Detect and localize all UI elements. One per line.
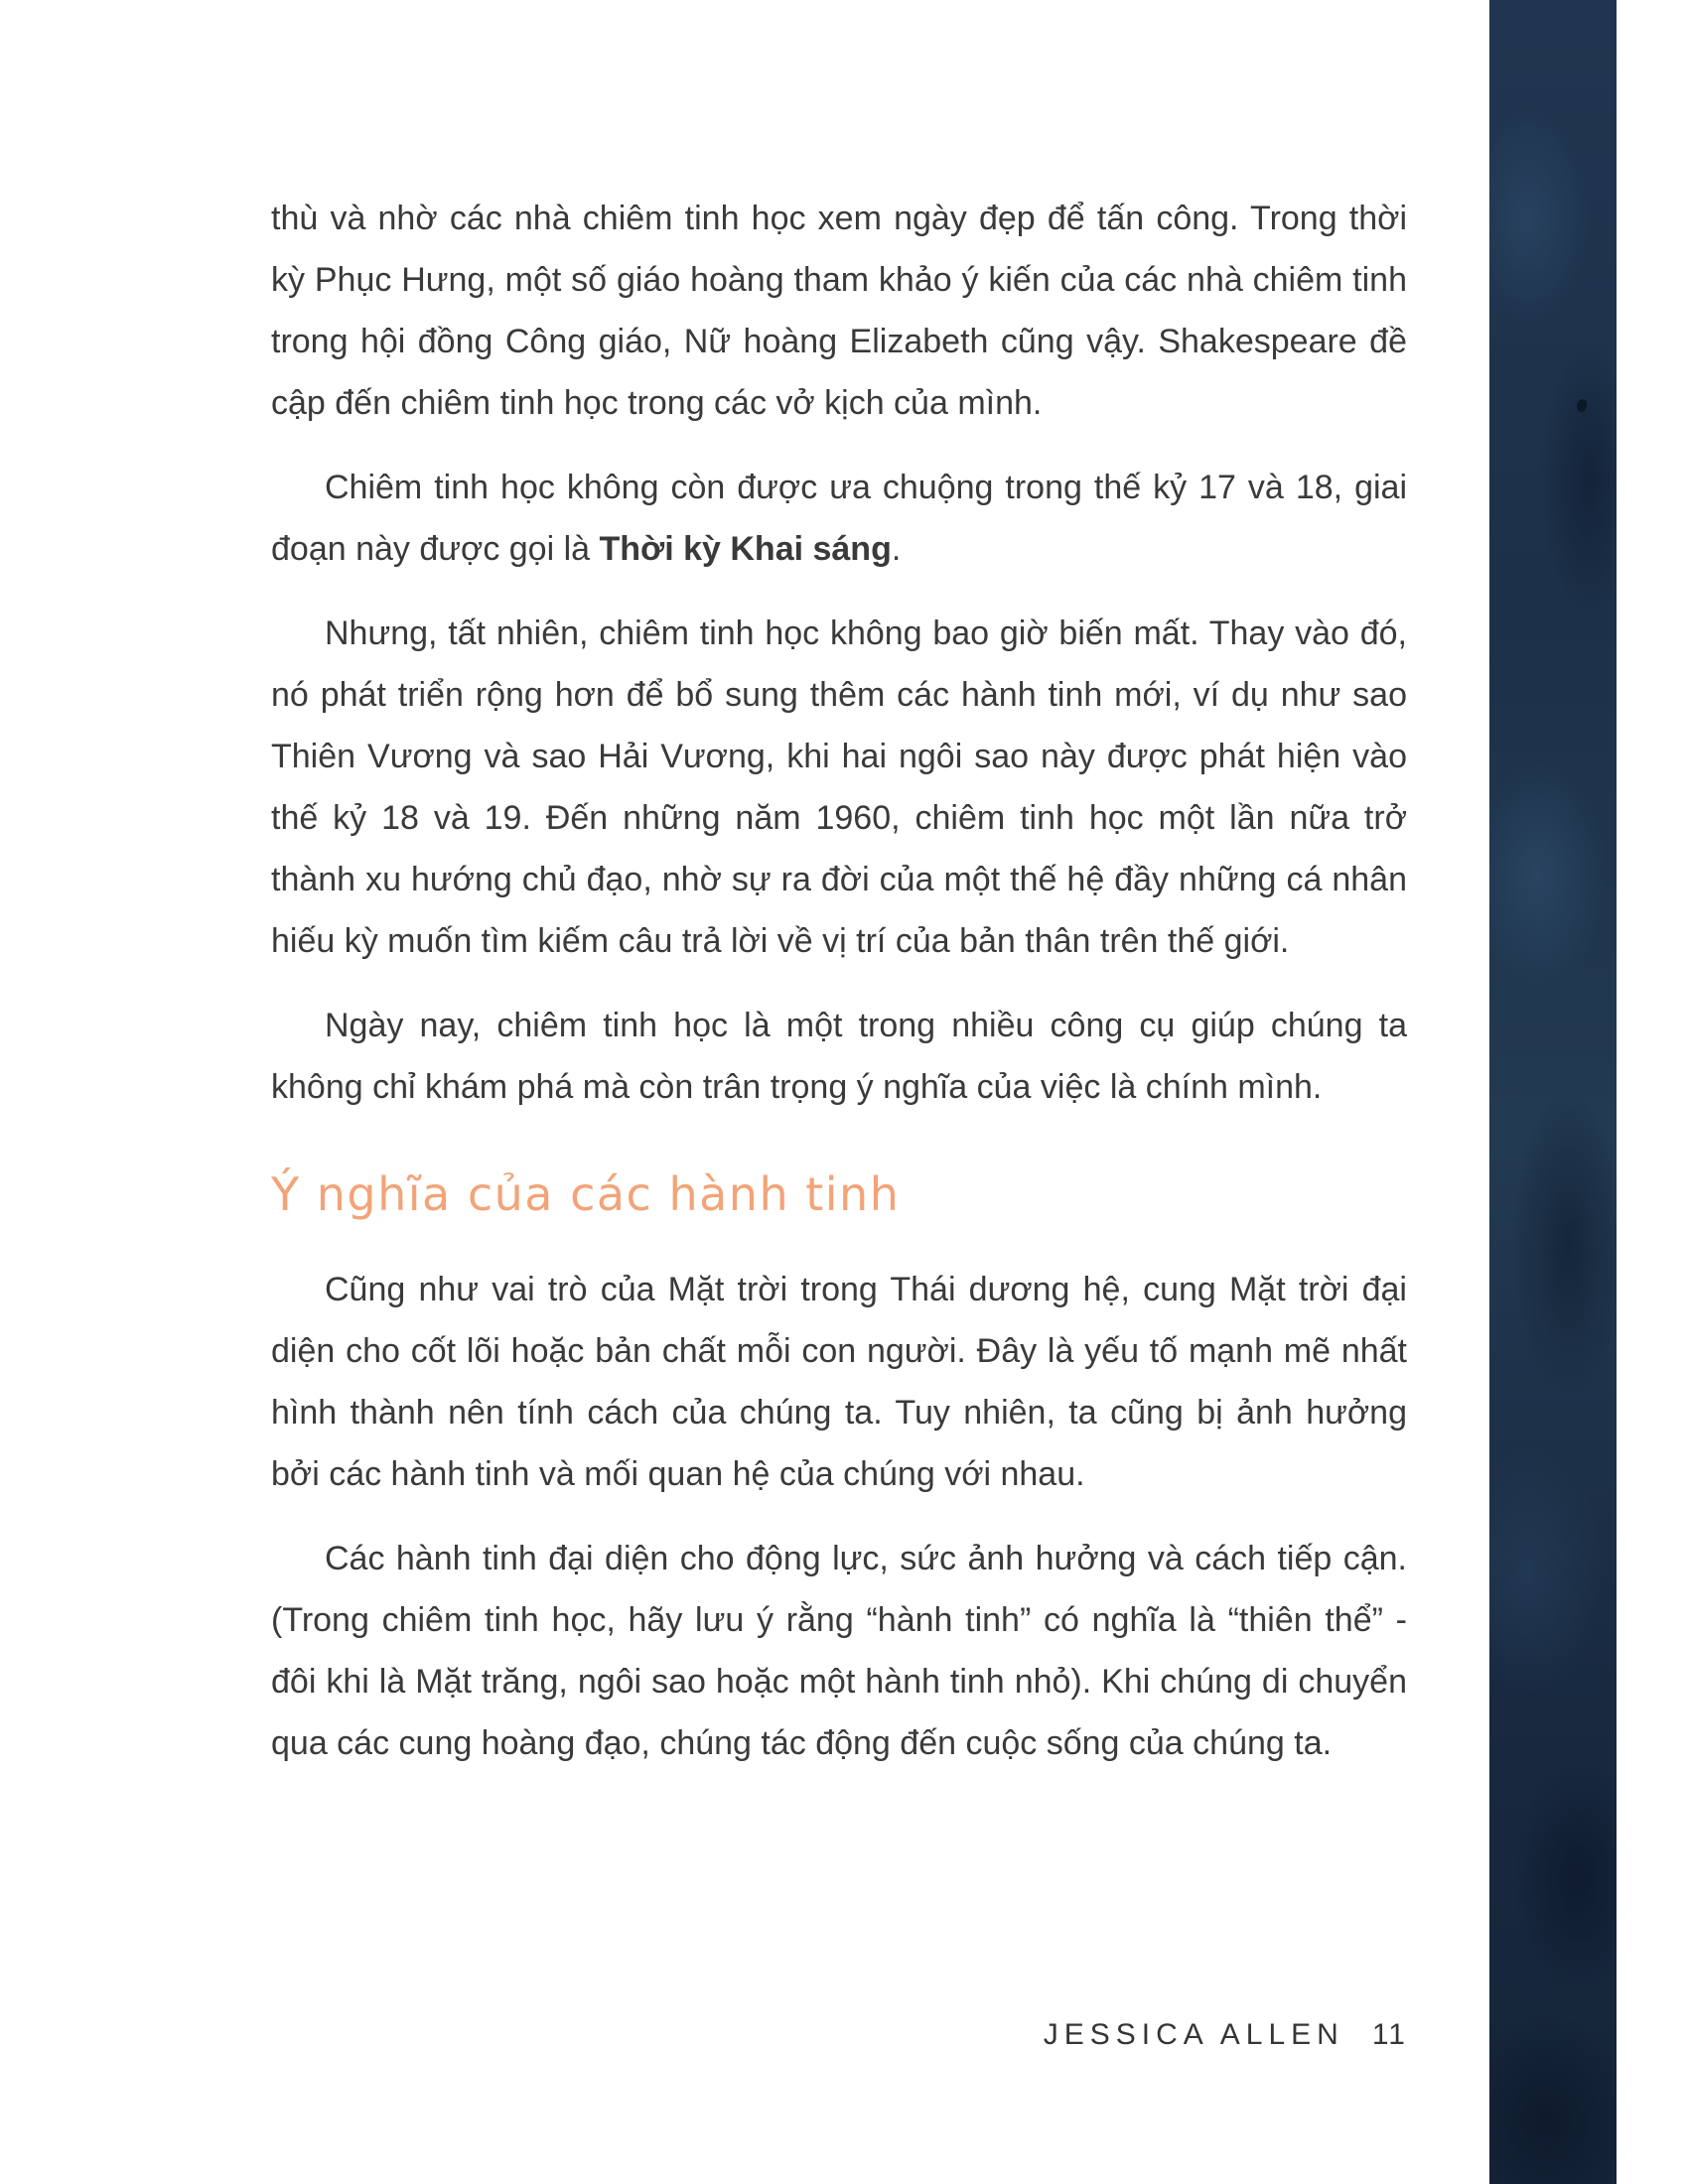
paragraph-today: Ngày nay, chiêm tinh học là một trong nhiều công cụ giúp chúng ta không chỉ khám phá mà còn trân trọng ý nghĩa của việc là chính mình.	[271, 1007, 1407, 1106]
footer-author: JESSICA ALLEN	[1043, 2018, 1344, 2051]
footer-page-number: 11	[1371, 2018, 1407, 2051]
page-footer	[1044, 2017, 1407, 2053]
text-column	[271, 188, 1407, 1797]
paragraph-continued: thù và nhờ các nhà chiêm tinh học xem ngày đẹp để tấn công. Trong thời kỳ Phục Hưng, một số giáo hoàng tham khảo ý kiến của các nhà chiêm tinh trong hội đồng Công giáo, Nữ hoàng Elizabeth cũng vậy. Shakespeare đề cập đến chiêm tinh học trong các vở kịch của mình.	[271, 200, 1407, 422]
page-edge-watercolor-band	[1489, 0, 1617, 2184]
bold-term-enlightenment: Thời kỳ Khai sáng	[599, 530, 892, 568]
paragraph-planets-meaning: Các hành tinh đại diện cho động lực, sức ảnh hưởng và cách tiếp cận. (Trong chiêm tinh học, hãy lưu ý rằng “hành tinh” có nghĩa là “thiên thể” - đôi khi là Mặt trăng, ngôi sao hoặc một hành tinh nhỏ). Khi chúng di chuyển qua các cung hoàng đạo, chúng tác động đến cuộc sống của chúng ta.	[271, 1540, 1407, 1762]
paragraph-enlightenment-post: .	[891, 530, 902, 568]
paragraph-enlightenment-pre: Chiêm tinh học không còn được ưa chuộng trong thế kỷ 17 và 18, giai đoạn này được gọi là	[271, 469, 1407, 568]
paragraph-sun-role: Cũng như vai trò của Mặt trời trong Thái dương hệ, cung Mặt trời đại diện cho cốt lõi hoặc bản chất mỗi con người. Đây là yếu tố mạnh mẽ nhất hình thành nên tính cách của chúng ta. Tuy nhiên, ta cũng bị ảnh hưởng bởi các hành tinh và mối quan hệ của chúng với nhau.	[271, 1271, 1407, 1493]
paragraph-enlightenment	[271, 457, 1407, 580]
section-heading: Ý nghĩa của các hành tinh	[271, 1167, 901, 1221]
paragraph-revival: Nhưng, tất nhiên, chiêm tinh học không bao giờ biến mất. Thay vào đó, nó phát triển rộng hơn để bổ sung thêm các hành tinh mới, ví dụ như sao Thiên Vương và sao Hải Vương, khi hai ngôi sao này được phát hiện vào thế kỷ 18 và 19. Đến những năm 1960, chiêm tinh học một lần nữa trở thành xu hướng chủ đạo, nhờ sự ra đời của một thế hệ đầy những cá nhân hiếu kỳ muốn tìm kiếm câu trả lời về vị trí của bản thân trên thế giới.	[271, 614, 1407, 960]
